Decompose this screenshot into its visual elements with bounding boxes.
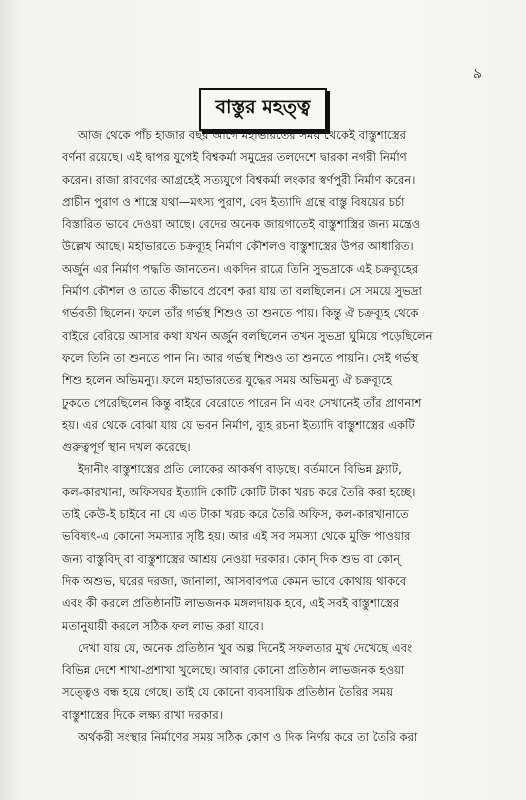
page-number: ৯ bbox=[472, 66, 482, 82]
text-line: জন্য বাস্তুবিদ্ বা বাস্তুশাস্ত্রের আশ্রয় নেওয়া দরকার। কোন্ দিক শুভ বা কোন্ bbox=[62, 551, 401, 566]
text-line: বাস্তুশাস্ত্রের দিকে লক্ষ্য রাখা দরকার। bbox=[62, 707, 223, 722]
text-line: বিভিন্ন দেশে শাখা-প্রশাখা খুলেছে। আবার কোনো প্রতিষ্ঠান লাভজনক হওয়া bbox=[62, 663, 405, 678]
paragraph bbox=[62, 726, 482, 748]
text-line: ভবিষ্যৎ-এ কোনো সমস্যার সৃষ্টি হয়। আর এই সব সমস্যা থেকে মুক্তি পাওয়ার bbox=[62, 529, 411, 544]
text-line: দেখা যায় যে, অনেক প্রতিষ্ঠান খুব অল্প দিনেই সফলতার মুখ দেখেছে এবং bbox=[78, 640, 413, 655]
text-line: দিক অশুভ, ঘরের দরজা, জানালা, আসবাবপত্র কেমন ভাবে কোথায় থাকবে bbox=[62, 573, 407, 588]
text-line: হয়। এর থেকে বোঝা যায় যে ভবন নির্মাণ, ব্যূহ রচনা ইত্যাদি বাস্তুশাস্ত্রের একটি bbox=[62, 417, 415, 432]
text-line: ইদানীং বাস্তুশাস্ত্রের প্রতি লোকের আকর্ষণ বাড়ছে। বর্তমানে বিভিন্ন ফ্ল্যাট, bbox=[78, 462, 402, 477]
paragraph bbox=[62, 458, 482, 636]
text-line: অর্জুন এর নির্মাণ পদ্ধতি জানতেন। একদিন রাত্রে তিনি সুভদ্রাকে এই চক্রব্যূহের bbox=[62, 261, 419, 276]
paragraph bbox=[62, 637, 482, 726]
text-line: সত্ত্বেও বন্ধ হয়ে গেছে। তাই যে কোনো ব্যবসায়িক প্রতিষ্ঠান তৈরির সময় bbox=[62, 685, 394, 700]
text-line: বিস্তারিত ভাবে দেওয়া আছে। বেদের অনেক জায়গাতেই বাস্তুশাস্ত্রির জন্য মন্ত্রেও bbox=[62, 217, 421, 232]
text-line: মতানুযায়ী করলে সঠিক ফল লাভ করা যাবে। bbox=[62, 618, 264, 633]
text-line: তাই কেউ-ই চাইবে না যে এত টাকা খরচ করে তৈরি অফিস, কল-কারখানাতে bbox=[62, 507, 409, 522]
text-line: করেন। রাজা রাবণের আগ্রহেই সত্যযুগে বিশ্বকর্মা লংকার স্বর্ণপুরী নির্মাণ করেন। bbox=[62, 172, 416, 187]
chapter-title: বাস্তুর মহত্ত্ব bbox=[199, 88, 326, 131]
text-line: শিশু হলেন অভিমন্যু। ফলে মহাভারতের যুদ্ধের সময় অভিমন্যু ঐ চক্রব্যূহে bbox=[62, 373, 392, 388]
text-line: বর্ণনা রয়েছে। এই দ্বাপর যুগেই বিশ্বকর্মা সমুদ্রের তলদেশে দ্বারকা নগরী নির্মাণ bbox=[62, 150, 407, 165]
text-line: প্রাচীন পুরাণ ও শাস্ত্রে যথা—মৎস্য পুরাণ, বেদ ইত্যাদি গ্রন্থে বাস্তু বিষয়ের চর্চা bbox=[62, 194, 405, 209]
text-line: নির্মাণ কৌশল ও তাতে কীভাবে প্রবেশ করা যায় তা বলছিলেন। সে সময়ে সুভদ্রা bbox=[62, 284, 422, 299]
text-line: অর্থকরী সংস্থার নির্মাণের সময় সঠিক কোণ ও দিক নির্ণয় করে তা তৈরি করা bbox=[78, 730, 418, 745]
body-text bbox=[62, 124, 482, 784]
text-line: কল-কারখানা, অফিসঘর ইত্যাদি কোটি কোটি টাকা খরচ করে তৈরি করা হচ্ছে। bbox=[62, 484, 416, 499]
text-line: এবং কী করলে প্রতিষ্ঠানটি লাভজনক মঙ্গলদায়ক হবে, এই সবই বাস্তুশাস্ত্রের bbox=[62, 596, 400, 611]
text-line: আজ থেকে পাঁচ হাজার বছর আগে মহাভারতের সময় থেকেই বাস্তুশাস্ত্রের bbox=[78, 128, 407, 142]
text-line: বাইরে বেরিয়ে আসার কথা যখন অর্জুন বলছিলেন তখন সুভদ্রা ঘুমিয়ে পড়েছিলেন bbox=[62, 328, 433, 343]
text-line: উল্লেখ আছে। মহাভারতে চক্রব্যূহ নির্মাণ কৌশলও বাস্তুশাস্ত্রের উপর আধারিত। bbox=[62, 239, 414, 254]
paragraph bbox=[62, 124, 482, 458]
text-line: ঢুকতে পেরেছিলেন কিন্তু বাইরে বেরোতে পারেন নি এবং সেখানেই তাঁর প্রাণনাশ bbox=[62, 395, 422, 410]
text-line: গর্ভবতী ছিলেন। ফলে তাঁর গর্ভস্থ শিশুও তা শুনতে পায়। কিন্তু ঐ চক্রব্যূহ থেকে bbox=[62, 306, 419, 321]
text-line: ফলে তিনি তা শুনতে পান নি। আর গর্ভস্থ শিশুও তা শুনতে পায়নি। সেই গর্ভস্থ bbox=[62, 350, 419, 365]
text-line: গুরুত্বপূর্ণ স্থান দখল করেছে। bbox=[62, 440, 191, 455]
